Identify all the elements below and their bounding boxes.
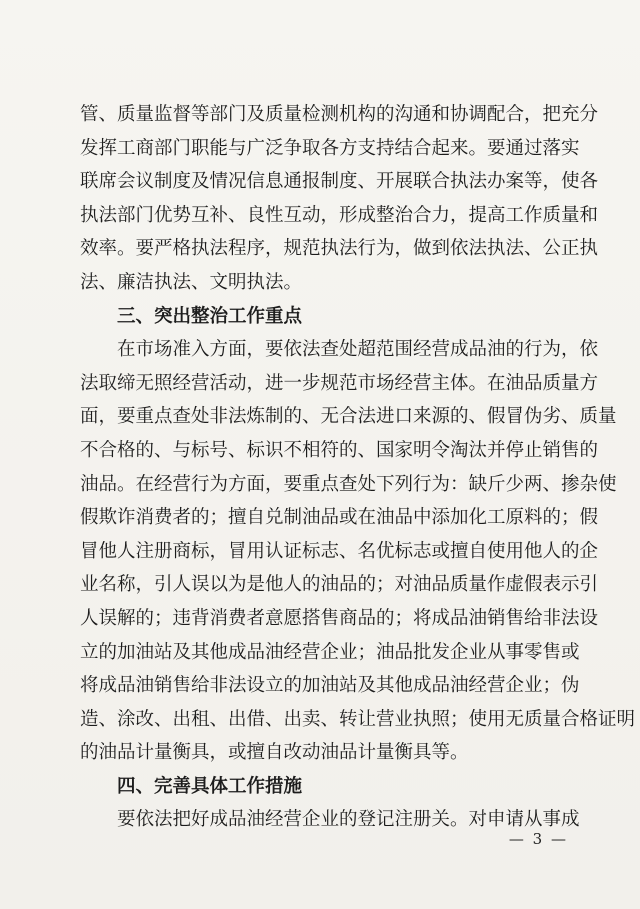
paragraph-line: 造、涂改、出租、出借、出卖、转让营业执照；使用无质量合格证明 — [80, 708, 636, 730]
paragraph-line: 发挥工商部门职能与广泛争取各方支持结合起来。要通过落实 — [80, 137, 580, 159]
paragraph-line: 业名称，引人误以为是他人的油品的；对油品质量作虚假表示引 — [80, 574, 599, 596]
paragraph-line: 将成品油销售给非法设立的加油站及其他成品油经营企业；伪 — [80, 675, 580, 697]
paragraph-line: 人误解的；违背消费者意愿搭售商品的；将成品油销售给非法设 — [80, 607, 599, 629]
paragraph-line: 管、质量监督等部门及质量检测机构的沟通和协调配合，把充分 — [80, 104, 599, 125]
paragraph-line: 不合格的、与标号、标识不相符的、国家明令淘汰并停止销售的 — [80, 439, 599, 461]
page-number: — 3 — — [508, 830, 568, 848]
paragraph-line: 立的加油站及其他成品油经营企业；油品批发企业从事零售或 — [80, 641, 580, 663]
paragraph-line: 在市场准入方面，要依法查处超范围经营成品油的行为，依 — [117, 339, 599, 361]
paragraph-line: 假欺诈消费者的；擅自兑制油品或在油品中添加化工原料的；假 — [80, 507, 599, 529]
paragraph-line: 冒他人注册商标，冒用认证标志、名优标志或擅自使用他人的企 — [80, 540, 599, 562]
paragraph-line: 联席会议制度及情况信息通报制度、开展联合执法办案等，使各 — [80, 171, 599, 193]
paragraph-line: 要依法把好成品油经营企业的登记注册关。对申请从事成 — [117, 809, 580, 831]
paragraph-line: 面，要重点查处非法炼制的、无合法进口来源的、假冒伪劣、质量 — [80, 406, 617, 428]
paragraph-line: 法取缔无照经营活动，进一步规范市场经营主体。在油品质量方 — [80, 372, 599, 394]
section-heading-4: 四、完善具体工作措施 — [117, 775, 303, 797]
document-body — [80, 98, 636, 837]
paragraph-line: 效率。要严格执法程序，规范执法行为，做到依法执法、公正执 — [80, 238, 599, 260]
paragraph-line: 执法部门优势互补、良性互动，形成整治合力，提高工作质量和 — [80, 204, 599, 226]
paragraph-line: 法、廉洁执法、文明执法。 — [80, 271, 303, 293]
paragraph-line: 油品。在经营行为方面，要重点查处下列行为：缺斤少两、掺杂使 — [80, 473, 617, 495]
paragraph-line: 的油品计量衡具，或擅自改动油品计量衡具等。 — [80, 742, 469, 764]
section-heading-3: 三、突出整治工作重点 — [117, 305, 303, 327]
